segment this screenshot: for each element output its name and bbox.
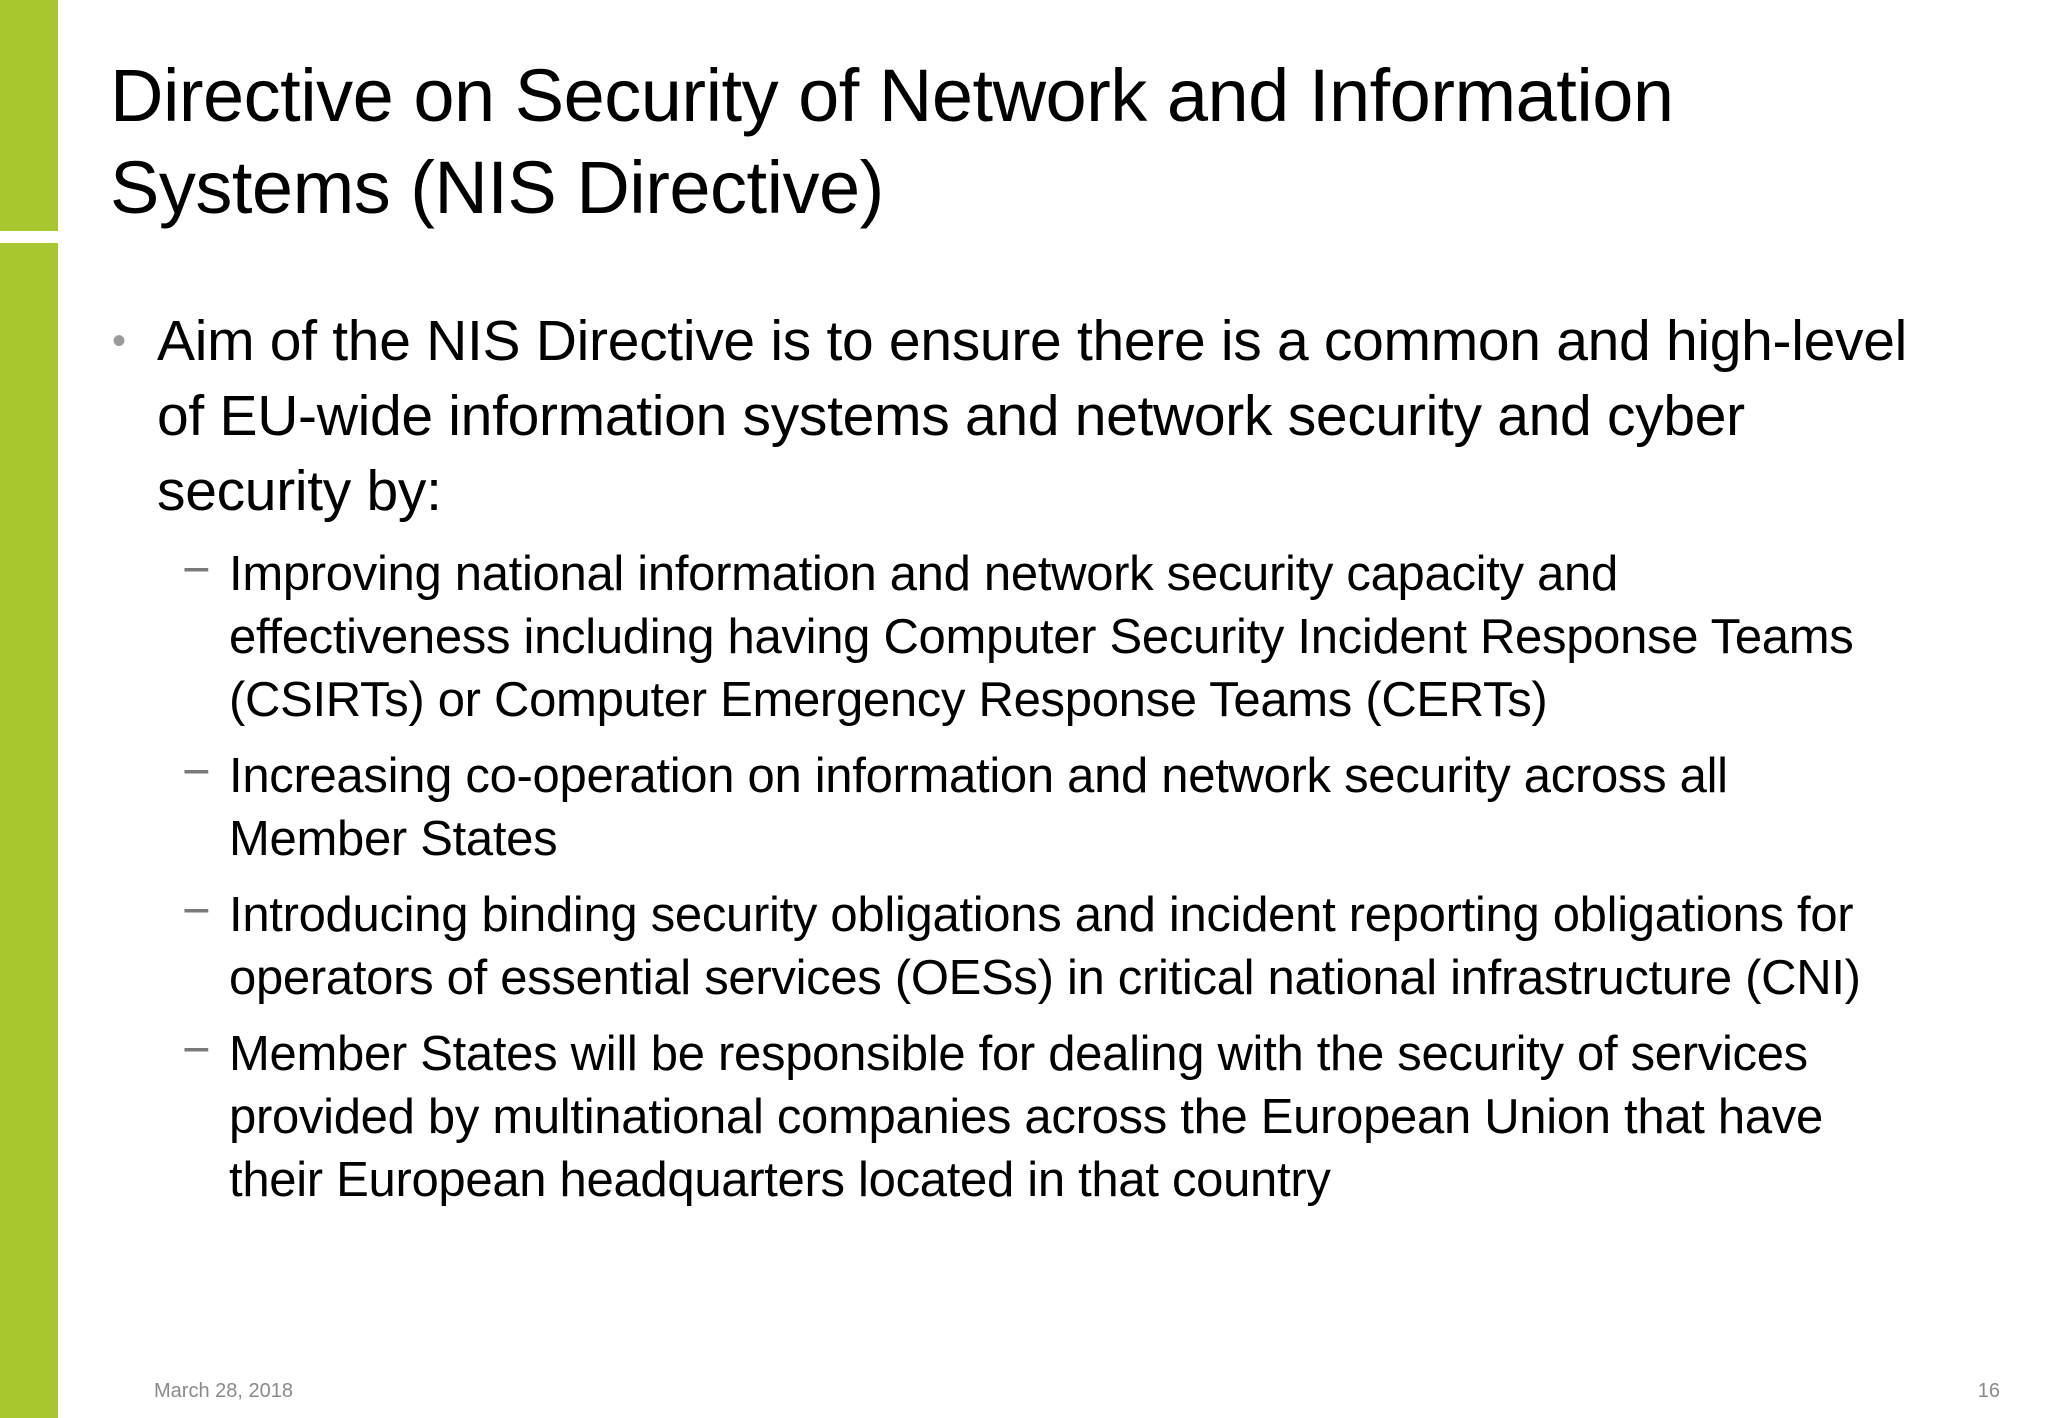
main-bullet xyxy=(110,304,1910,529)
sub-bullet-item xyxy=(110,745,1910,871)
dash-icon: − xyxy=(182,884,211,938)
sub-bullet-item xyxy=(110,543,1910,732)
sub-bullet-text: Introducing binding security obligations and incident reporting obligations for operators of essential services (OESs) in critical national infrastructure (CNI) xyxy=(229,888,1861,1005)
sub-bullet-text: Member States will be responsible for dealing with the security of services provided by multinational companies across the European Union that have their European headquarters located in that country xyxy=(229,1027,1823,1207)
slide-content xyxy=(110,304,1910,1225)
main-bullet-text: Aim of the NIS Directive is to ensure there is a common and high-level of EU-wide information systems and network security and cyber security by: xyxy=(157,309,1907,523)
sub-bullet-item xyxy=(110,884,1910,1010)
accent-bar-bottom xyxy=(0,243,58,1418)
bullet-dot-icon: • xyxy=(112,319,126,363)
dash-icon: − xyxy=(182,1023,211,1077)
slide-title: Directive on Security of Network and Information Systems (NIS Directive) xyxy=(110,54,1674,229)
sub-bullet-text: Increasing co-operation on information and network security across all Member States xyxy=(229,749,1728,866)
footer-date: March 28, 2018 xyxy=(154,1380,293,1402)
sub-bullet-list xyxy=(110,543,1910,1212)
accent-bar-top xyxy=(0,0,58,231)
dash-icon: − xyxy=(182,543,211,597)
page-number: 16 xyxy=(1977,1380,2000,1402)
dash-icon: − xyxy=(182,745,211,799)
sub-bullet-item xyxy=(110,1023,1910,1212)
sub-bullet-text: Improving national information and network security capacity and effectiveness including having Computer Security Incident Response Teams (CSIRTs) or Computer Emergency Response Teams (CERTs) xyxy=(229,547,1854,727)
